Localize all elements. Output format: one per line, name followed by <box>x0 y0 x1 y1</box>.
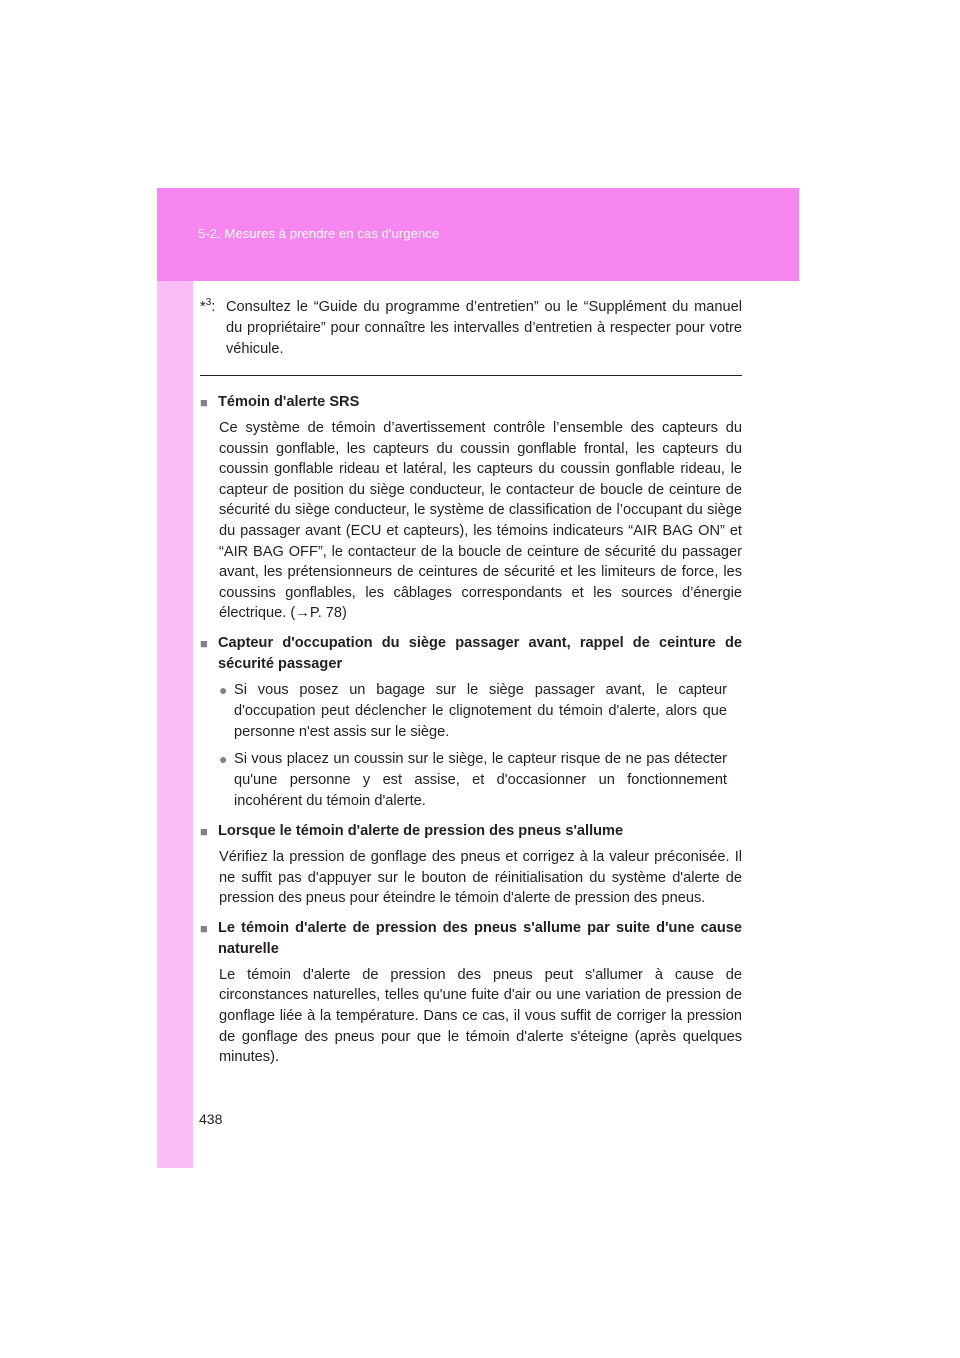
page-content <box>200 297 742 1077</box>
section-title: 5-2. Mesures à prendre en cas d'urgence <box>198 226 440 241</box>
square-bullet-icon: ■ <box>200 395 208 410</box>
section-occupancy-sensor <box>200 633 742 812</box>
section-paragraph: Le témoin d'alerte de pression des pneus peut s'allumer à cause de circonstances naturelles, telles qu'une fuite d'air ou une variation de pression de gonflage liée à la température. Dans ce cas, il vous suffit de corriger la pression de gonflage des pneus pour que le témoin d'alerte s'éteigne (après quelques minutes). <box>219 966 742 1066</box>
divider-rule <box>200 375 742 376</box>
section-heading: ■ Lorsque le témoin d'alerte de pression des pneus s'allume <box>200 821 742 842</box>
footnote <box>200 297 742 360</box>
section-paragraph: Ce système de témoin d’avertissement contrôle l’ensemble des capteurs du coussin gonflable, les capteurs du coussin gonflable frontal, les capteurs du coussin gonflable rideau et latéral, les capteurs du coussin gonflable rideau, le capteur de position du siège conducteur, le contacteur de boucle de ceinture de sécurité du siège conducteur, le système de classification de l’occupant du siège du passager avant (ECU et capteurs), les témoins indicateurs “AIR BAG ON” et “AIR BAG OFF”, le contacteur de la boucle de ceinture de sécurité du passager avant, les prétensionneurs de ceintures de sécurité et les limiteurs de force, les coussins gonflables, les câblages correspondants et les sources d’énergie électrique. (→P. 78) <box>219 420 742 622</box>
dot-bullet-icon: ● <box>219 750 228 767</box>
footnote-text: Consultez le “Guide du programme d’entretien” ou le “Supplément du manuel du propriétaire” pour connaître les intervalles d’entretien à respecter pour votre véhicule. <box>226 299 742 357</box>
page-number: 438 <box>199 1111 223 1127</box>
square-bullet-icon: ■ <box>200 635 208 651</box>
section-heading: ■ Témoin d'alerte SRS <box>200 392 742 413</box>
section-heading: ■ Capteur d'occupation du siège passager avant, rappel de ceinture de sécurité passager <box>200 633 742 675</box>
section-tire-pressure-natural <box>200 918 742 1068</box>
list-item: ● Si vous placez un coussin sur le siège, le capteur risque de ne pas détecter qu'une personne y est assise, et d'occasionner un fonctionnement incohérent du témoin d'alerte. <box>219 749 727 812</box>
section-heading: ■ Le témoin d'alerte de pression des pneus s'allume par suite d'une cause naturelle <box>200 918 742 960</box>
square-bullet-icon: ■ <box>200 823 208 839</box>
section-tire-pressure-on <box>200 821 742 909</box>
square-bullet-icon: ■ <box>200 920 208 936</box>
list-item: ● Si vous posez un bagage sur le siège passager avant, le capteur d'occupation peut déclencher le clignotement du témoin d'alerte, alors que personne n'est assis sur le siège. <box>219 680 727 743</box>
footnote-marker: *$^3$: <box>200 297 216 315</box>
dot-bullet-icon: ● <box>219 681 228 698</box>
side-margin-band <box>157 188 193 1168</box>
section-paragraph: Vérifiez la pression de gonflage des pneus et corrigez à la valeur préconisée. Il ne suffit pas d'appuyer sur le bouton de réinitialisation du système d'alerte de pression des pneus pour éteindre le témoin d'alerte de pression des pneus. <box>219 848 742 907</box>
section-srs-warning <box>200 392 742 624</box>
